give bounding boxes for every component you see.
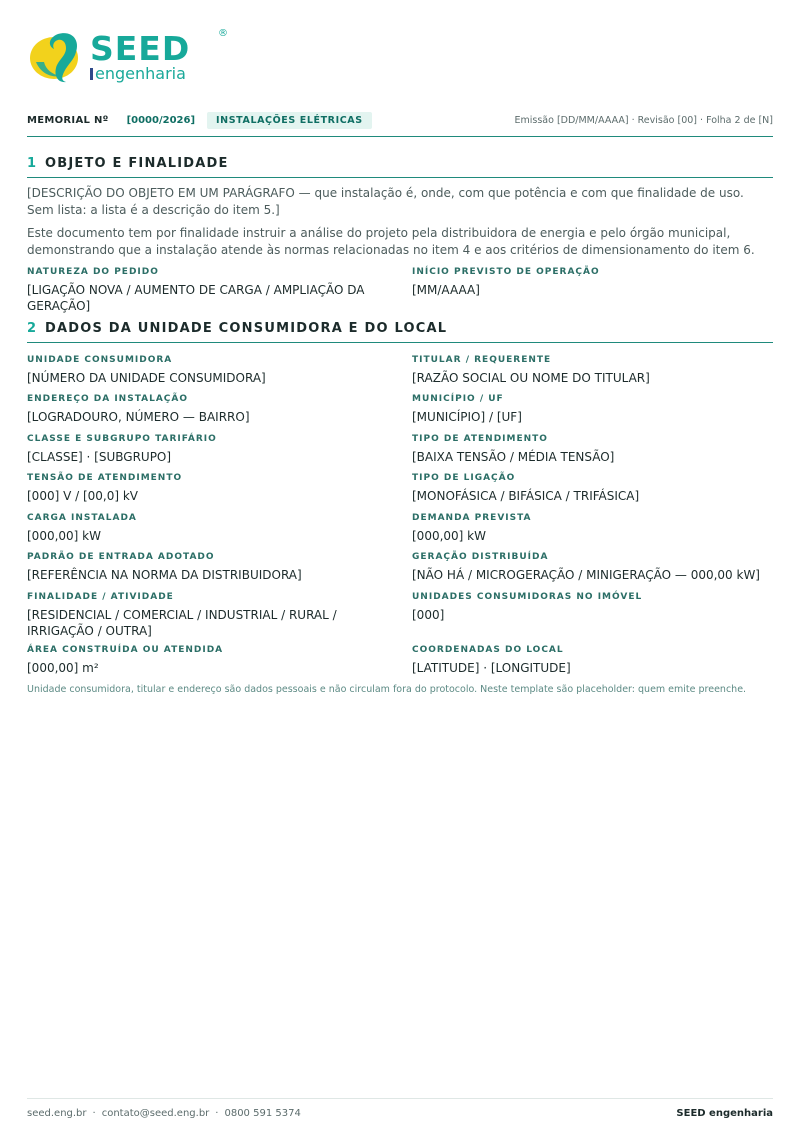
footer-contacts: seed.eng.br · contato@seed.eng.br · 0800 591 5374 (27, 1108, 301, 1119)
footer-phone: 0800 591 5374 (224, 1108, 301, 1119)
seed-logo-icon (28, 26, 86, 84)
registered-mark: ® (218, 28, 228, 39)
field-demanda-prevista: DEMANDA PREVISTA [000,00] kW (412, 513, 532, 543)
field-unidades-imovel: UNIDADES CONSUMIDORAS NO IMÓVEL [000] (412, 592, 643, 622)
document-meta-bar (27, 110, 773, 137)
field-padrao-entrada: PADRÃO DE ENTRADA ADOTADO [REFERÊNCIA NA NORMA DA DISTRIBUIDORA] (27, 552, 302, 582)
field-endereco: ENDEREÇO DA INSTALAÇÃO [LOGRADOURO, NÚMERO — BAIRRO] (27, 394, 250, 424)
objeto-description: [DESCRIÇÃO DO OBJETO EM UM PARÁGRAFO — que instalação é, onde, com que potência e com que finalidade de uso. Sem lista: a lista é a descrição do item 5.] (27, 186, 744, 217)
revision-info: Emissão [DD/MM/AAAA] · Revisão [00] · Folha 2 de [N] (514, 114, 773, 126)
field-coordenadas: COORDENADAS DO LOCAL [LATITUDE] · [LONGITUDE] (412, 645, 571, 675)
company-logo (28, 26, 228, 84)
field-classe-subgrupo: CLASSE E SUBGRUPO TARIFÁRIO [CLASSE] · [SUBGRUPO] (27, 434, 217, 464)
footer-company: SEED engenharia (676, 1108, 773, 1119)
section-heading (27, 321, 773, 343)
field-tipo-atendimento: TIPO DE ATENDIMENTO [BAIXA TENSÃO / MÉDIA TENSÃO] (412, 434, 615, 464)
memorial-label: MEMORIAL Nº (27, 114, 109, 126)
privacy-note: Unidade consumidora, titular e endereço são dados pessoais e não circulam fora do protocolo. Neste template são placeholder: quem emite preenche. (27, 684, 747, 695)
field-carga-instalada: CARGA INSTALADA [000,00] kW (27, 513, 137, 543)
section-title: DADOS DA UNIDADE CONSUMIDORA E DO LOCAL (45, 321, 448, 336)
brand-name: SEED (90, 29, 191, 68)
category-tag: INSTALAÇÕES ELÉTRICAS (207, 112, 372, 129)
finalidade-text: Este documento tem por finalidade instruir a análise do projeto pela distribuidora de energia e pelo órgão municipal, demonstrando que a instalação atende às normas relacionadas no item 4 e aos critérios de dimensionamento do item 6. (27, 226, 755, 257)
page-footer (27, 1098, 773, 1124)
field-area-construida: ÁREA CONSTRUÍDA OU ATENDIDA [000,00] m² (27, 645, 224, 675)
field-finalidade: FINALIDADE / ATIVIDADE [RESIDENCIAL / COMERCIAL / INDUSTRIAL / RURAL / IRRIGAÇÃO / OUTRA] (27, 592, 337, 638)
section-objeto (27, 156, 773, 178)
field-inicio-operacao: INÍCIO PREVISTO DE OPERAÇÃO [MM/AAAA] (412, 267, 600, 297)
footer-site-link[interactable]: seed.eng.br (27, 1108, 87, 1119)
field-municipio-uf: MUNICÍPIO / UF [MUNICÍPIO] / [UF] (412, 394, 522, 424)
footer-email-link[interactable]: contato@seed.eng.br (101, 1108, 210, 1119)
section-number: 1 (27, 156, 37, 171)
field-titular: TITULAR / REQUERENTE [RAZÃO SOCIAL OU NOME DO TITULAR] (412, 355, 650, 385)
field-natureza: NATUREZA DO PEDIDO [LIGAÇÃO NOVA / AUMENTO DE CARGA / AMPLIAÇÃO DA GERAÇÃO] (27, 267, 365, 313)
section-dados-unidade (27, 321, 773, 343)
section-heading (27, 156, 773, 178)
field-geracao-distribuida: GERAÇÃO DISTRIBUÍDA [NÃO HÁ / MICROGERAÇÃO / MINIGERAÇÃO — 000,00 kW] (412, 552, 760, 582)
field-unidade-consumidora: UNIDADE CONSUMIDORA [NÚMERO DA UNIDADE CONSUMIDORA] (27, 355, 266, 385)
memorial-number: [0000/2026] (126, 114, 196, 126)
section-number: 2 (27, 321, 37, 336)
brand-subtitle: engenharia (90, 65, 186, 83)
section-title: OBJETO E FINALIDADE (45, 156, 229, 171)
field-tipo-ligacao: TIPO DE LIGAÇÃO [MONOFÁSICA / BIFÁSICA / TRIFÁSICA] (412, 473, 640, 503)
field-tensao-atendimento: TENSÃO DE ATENDIMENTO [000] V / [00,0] kV (27, 473, 183, 503)
